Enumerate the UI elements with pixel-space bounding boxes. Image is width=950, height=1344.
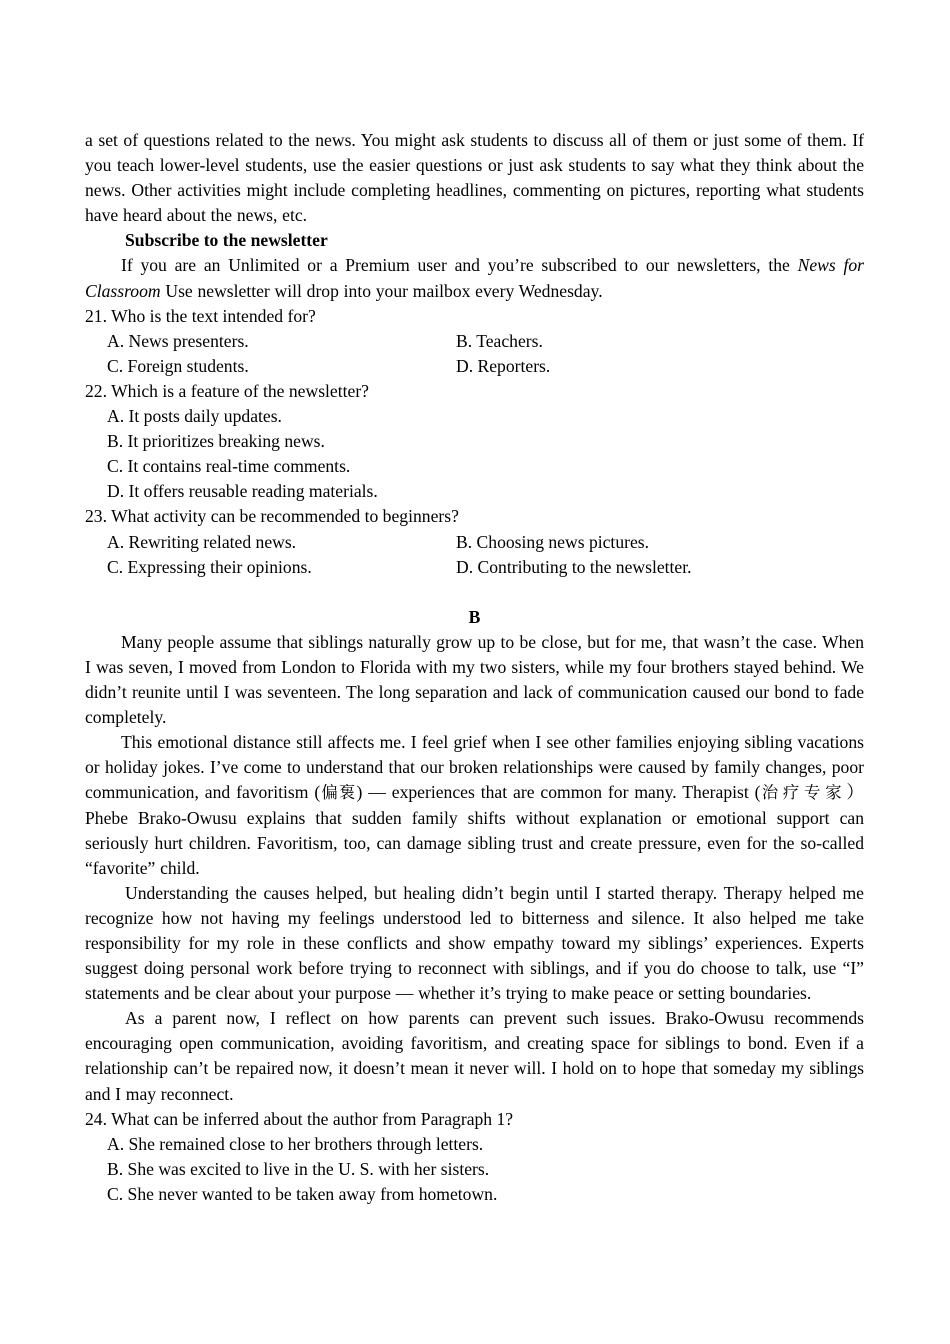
question-22-option-d[interactable]: D. It offers reusable reading materials. [107, 481, 378, 502]
passage-a-subheading: Subscribe to the newsletter [125, 230, 328, 251]
newsletter-text-after-title: Use newsletter will drop into your mailbox every Wednesday. [160, 280, 603, 301]
newsletter-text-before-title: If you are an Unlimited or a Premium user and you’re subscribed to our newsletters, the [121, 255, 798, 276]
passage-a-newsletter-paragraph [85, 253, 864, 303]
question-24-stem: 24. What can be inferred about the author from Paragraph 1? [85, 1108, 514, 1129]
question-21-option-d[interactable]: D. Reporters. [456, 355, 551, 376]
question-22-option-b[interactable]: B. It prioritizes breaking news. [107, 431, 325, 452]
passage-b-paragraph-2 [85, 730, 864, 881]
question-23-option-b[interactable]: B. Choosing news pictures. [456, 531, 650, 552]
newsletter-title: News for Classroom [85, 255, 864, 301]
question-24-option-b[interactable]: B. She was excited to live in the U. S. with her sisters. [107, 1158, 490, 1179]
question-23-option-d[interactable]: D. Contributing to the newsletter. [456, 556, 692, 577]
question-22-option-a[interactable]: A. It posts daily updates. [107, 406, 282, 427]
question-24-option-c[interactable]: C. She never wanted to be taken away from hometown. [107, 1183, 498, 1204]
question-21-stem: 21. Who is the text intended for? [85, 305, 316, 326]
question-23-stem: 23. What activity can be recommended to beginners? [85, 506, 459, 527]
question-21-option-b[interactable]: B. Teachers. [456, 330, 543, 351]
passage-b-paragraph-1: Many people assume that siblings naturally grow up to be close, but for me, that wasn’t the case. When I was seven, I moved from London to Florida with my two sisters, while my four brothers stayed behind. We didn’t reunite until I was seventeen. The long separation and lack of communication caused our bond to fade completely. [85, 631, 864, 728]
question-21-option-a[interactable]: A. News presenters. [107, 330, 249, 351]
passage-b-paragraph-3: Understanding the causes helped, but healing didn’t begin until I started therapy. Therapy helped me recognize how not having my feelings understood led to bitterness and silence. It also helped me take responsibility for my role in these conflicts and show empathy toward my siblings’ experiences. Experts suggest doing personal work before trying to reconnect with siblings, and if you do choose to talk, use “I” statements and be clear about your purpose — whether it’s trying to make peace or setting boundaries. [85, 882, 864, 1004]
question-21-option-row-2 [85, 354, 864, 379]
passage-b-section-letter: B [468, 606, 481, 627]
question-23-option-row-1 [85, 530, 864, 555]
page-content [85, 128, 864, 1207]
question-22-stem: 22. Which is a feature of the newsletter? [85, 380, 369, 401]
question-21-option-row-1 [85, 329, 864, 354]
chinese-gloss-favoritism: 偏袌 [320, 783, 357, 803]
question-22-option-c[interactable]: C. It contains real-time comments. [107, 456, 351, 477]
question-23-option-c[interactable]: C. Expressing their opinions. [107, 556, 312, 577]
paragraph-2-text-2: ) — experiences that are common for many. Therapist ( [356, 782, 761, 803]
section-spacer [85, 580, 864, 605]
question-24-option-a[interactable]: A. She remained close to her brothers through letters. [107, 1133, 484, 1154]
question-21-option-c[interactable]: C. Foreign students. [107, 355, 249, 376]
passage-b-paragraph-4: As a parent now, I reflect on how parents can prevent such issues. Brako-Owusu recommends encouraging open communication, avoiding favoritism, and creating space for siblings to bond. Even if a relationship can’t be repaired now, it doesn’t mean it never will. I hold on to hope that someday my siblings and I may reconnect. [85, 1008, 864, 1104]
passage-a-body-paragraph: a set of questions related to the news. You might ask students to discuss all of them or just some of them. If you teach lower-level students, use the easier questions or just ask students to say what they think about the news. Other activities might include completing headlines, commenting on pictures, reporting what students have heard about the news, etc. [85, 130, 864, 226]
chinese-gloss-therapist: 治疗专家 [760, 783, 847, 803]
paragraph-2-text-3: ）Phebe Brako-Owusu explains that sudden family shifts without explanation or emotional support can seriously hurt children. Favoritism, too, can damage sibling trust and create pressure, even for the so-called “favorite” child. [85, 782, 864, 878]
question-23-option-row-2 [85, 555, 864, 580]
question-23-option-a[interactable]: A. Rewriting related news. [107, 531, 297, 552]
paragraph-2-text-1: This emotional distance still affects me. I feel grief when I see other families enjoying sibling vacations or holiday jokes. I’ve come to understand that our broken relationships were caused by family changes, poor communication, and favoritism ( [85, 732, 864, 803]
